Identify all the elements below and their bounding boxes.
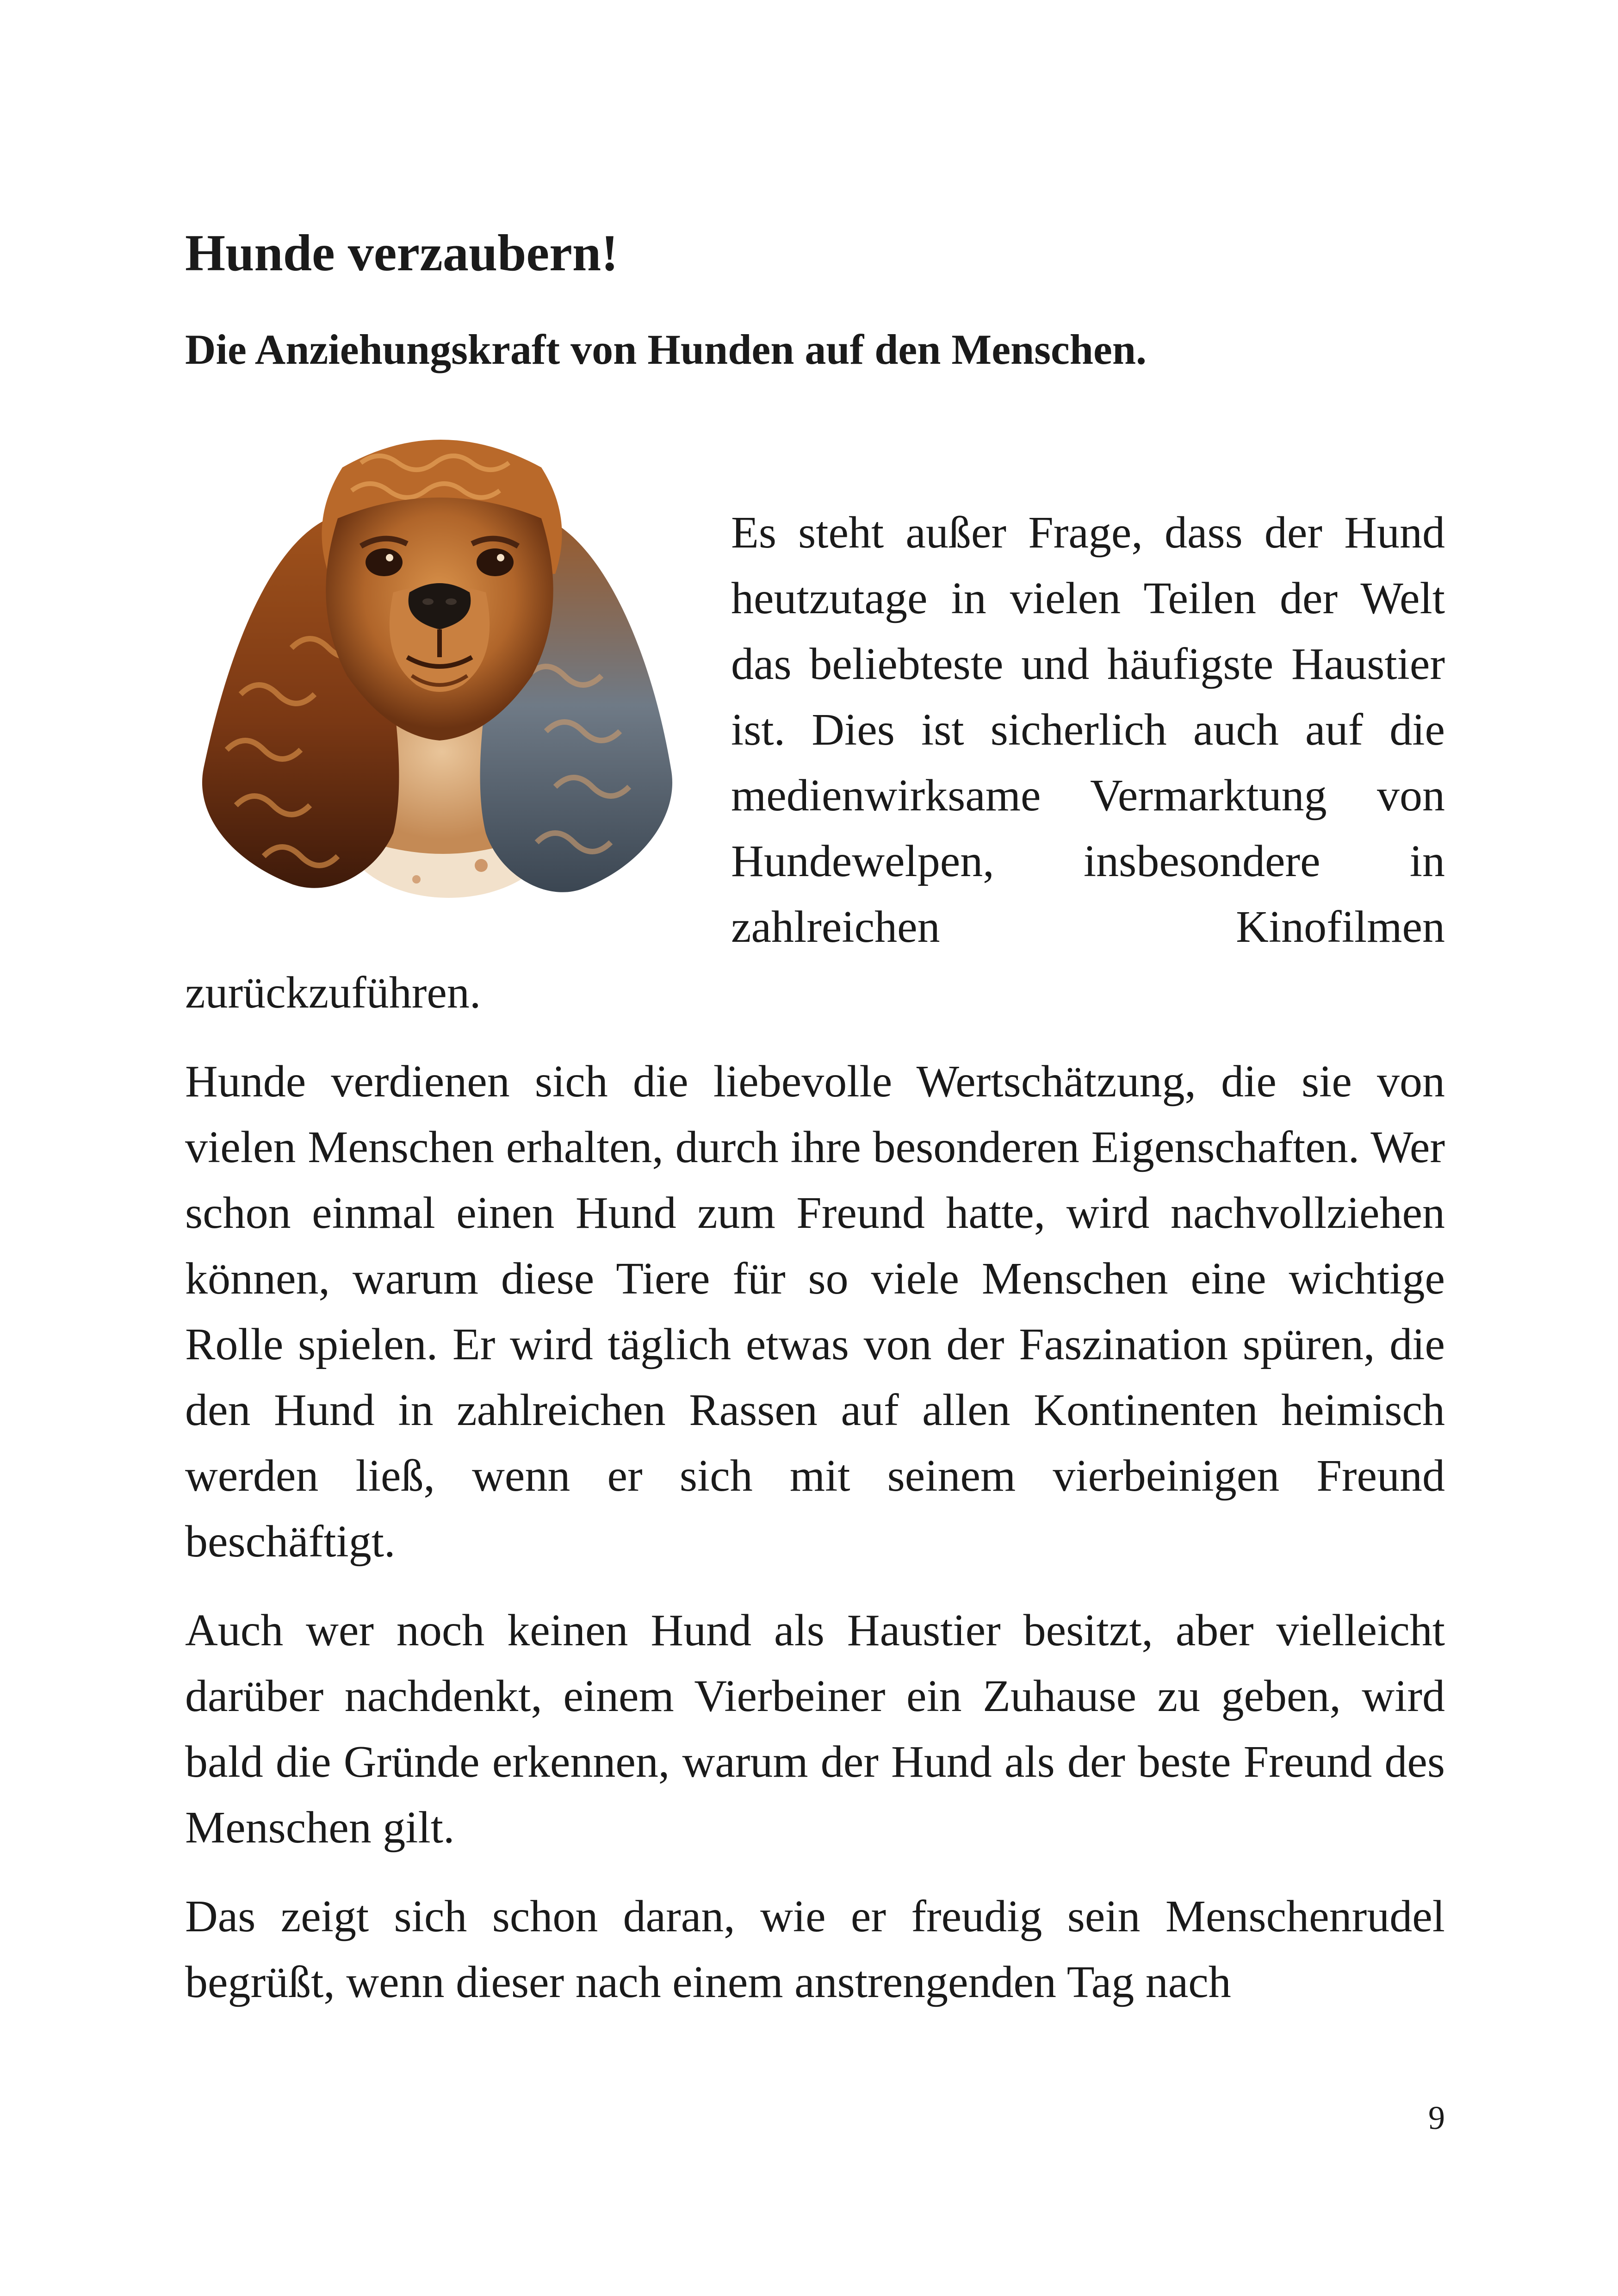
cocker-spaniel-illustration xyxy=(176,398,703,930)
paragraph-1: Es steht außer Frage, dass der Hund heutzutage in vielen Teilen der Welt das beliebteste und häufigste Haustier ist. Dies ist sicherlich auch auf die medienwirksame Vermarktung von Hundewelpen, insbesondere in zahlreichen Kinofilmen zurückzuführen. xyxy=(185,500,1445,1026)
paragraph-3: Auch wer noch keinen Hund als Haustier besitzt, aber vielleicht darüber nachdenkt, einem Vierbeiner ein Zuhause zu geben, wird bald die Gründe erkennen, warum der Hund als der beste Freund des Menschen gilt. xyxy=(185,1605,1445,1853)
paragraph-4: Das zeigt sich schon daran, wie er freudig sein Menschenrudel begrüßt, wenn dieser nach einem anstrengenden Tag nach xyxy=(185,1892,1445,2007)
document-page xyxy=(185,0,1445,2296)
paragraph-2: Hunde verdienen sich die liebevolle Wertschätzung, die sie von vielen Menschen erhalten, durch ihre besonderen Eigenschaften. Wer schon einmal einen Hund zum Freund hatte, wird nachvollziehen können, warum diese Tiere für so viele Menschen eine wichtige Rolle spielen. Er wird täglich etwas von der Faszination spüren, die den Hund in zahlreichen Rassen auf allen Kontinenten heimisch werden ließ, wenn er sich mit seinem vierbeinigen Freund beschäftigt. xyxy=(185,1057,1445,1567)
page-number: 9 xyxy=(1428,2099,1445,2136)
page-title: Hunde verzaubern! xyxy=(185,224,619,282)
page-subtitle: Die Anziehungskraft von Hunden auf den Menschen. xyxy=(185,326,1147,373)
dog-portrait-icon xyxy=(176,398,703,930)
body-text xyxy=(185,500,1445,2038)
